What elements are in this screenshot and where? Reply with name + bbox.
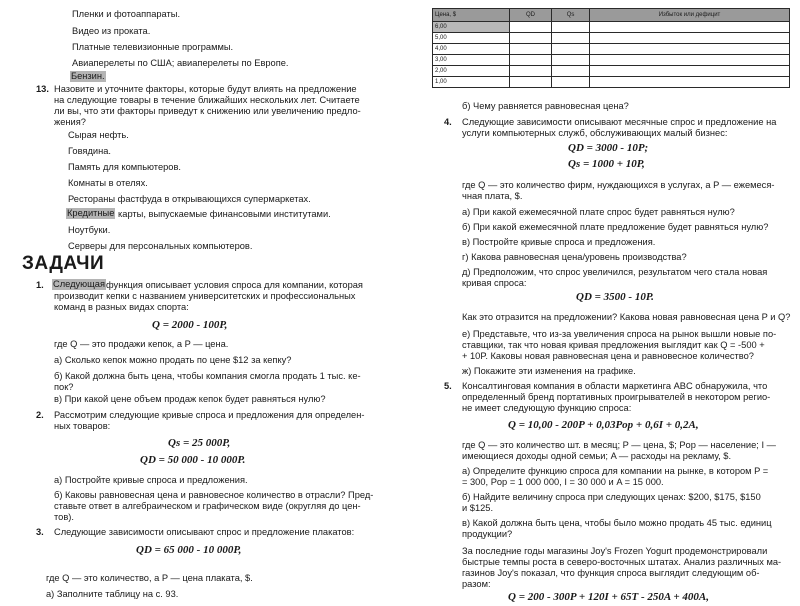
table-row bbox=[433, 44, 790, 55]
list-item: Платные телевизионные программы. bbox=[72, 42, 234, 52]
list-item: Сырая нефть. bbox=[68, 130, 129, 140]
credit-word: Кредитные bbox=[67, 208, 115, 218]
formula: QD = 3000 - 10P; bbox=[568, 142, 649, 154]
problem-text: производит кепки с названием университетских и профессиональных bbox=[54, 291, 356, 301]
definition-text: где Q — это количество шт. в месяц; P — цена, $; Pop — население; I — bbox=[462, 440, 776, 450]
problem-text: газинов Joy's показал, что функция спроса выглядит следующим об- bbox=[462, 568, 760, 578]
question-text: ли вы, что эти факторы приведут к снижению или увеличению предло- bbox=[54, 106, 361, 116]
list-item: карты, выпускаемые финансовыми институтами. bbox=[118, 209, 331, 219]
question-text: Назовите и уточните факторы, которые будут влиять на предложение bbox=[54, 84, 357, 94]
sub-question: тов). bbox=[54, 512, 74, 522]
sub-question: ж) Покажите эти изменения на графике. bbox=[462, 366, 636, 376]
sub-question: б) Чему равняется равновесная цена? bbox=[462, 101, 629, 111]
sub-question: кривая спроса: bbox=[462, 278, 527, 288]
problem-text: Следующие зависимости описывают месячные спрос и предложение на bbox=[462, 117, 777, 127]
problem-text: быстрые темпы роста в северо-восточных штатах. Анализ различных ма- bbox=[462, 557, 782, 567]
sub-question: пок? bbox=[54, 382, 74, 392]
table-row bbox=[433, 22, 790, 33]
problem-text: ных товаров: bbox=[54, 421, 111, 431]
sub-question: ставщики, так что новая кривая предложения выглядит как Q = -500 + bbox=[462, 340, 765, 350]
problem-text: разом: bbox=[462, 579, 491, 589]
problem-text: Как это отразится на предложении? Какова новая равновесная цена P и Q? bbox=[462, 312, 791, 322]
formula: QD = 65 000 - 10 000P, bbox=[136, 544, 242, 556]
highlight-word: Следующая bbox=[53, 279, 106, 289]
price-cell: 4,00 bbox=[433, 44, 510, 55]
sub-question: б) При какой ежемесячной плате предложение будет равняться нулю? bbox=[462, 222, 769, 232]
list-item: Видео из проката. bbox=[72, 26, 151, 36]
table-cell bbox=[510, 44, 552, 55]
definition-text: чная плата, $. bbox=[462, 191, 523, 201]
formula: Qs = 25 000P, bbox=[168, 437, 231, 449]
table-cell bbox=[590, 44, 790, 55]
problem-number: 4. bbox=[444, 117, 452, 127]
table-cell bbox=[510, 33, 552, 44]
sub-question: а) Определите функцию спроса для компании на рынке, в котором P = bbox=[462, 466, 769, 476]
formula: Q = 200 - 300P + 120I + 65T - 250A + 400A, bbox=[508, 591, 709, 603]
problem-text: определенный бренд портативных проигрывателей в некотором регио- bbox=[462, 392, 771, 402]
table-cell bbox=[510, 22, 552, 33]
formula: Q = 10,00 - 200P + 0,03Pop + 0,6I + 0,2A, bbox=[508, 419, 699, 431]
table-cell bbox=[552, 66, 590, 77]
list-item: Рестораны фастфуда в открывающихся супермаркетах. bbox=[68, 194, 311, 204]
sub-question: а) Постройте кривые спроса и предложения. bbox=[54, 475, 248, 485]
list-item: Ноутбуки. bbox=[68, 225, 111, 235]
section-heading: ЗАДАЧИ bbox=[22, 253, 105, 274]
price-cell: 5,00 bbox=[433, 33, 510, 44]
price-cell: 1,00 bbox=[433, 77, 510, 88]
table-header-row bbox=[433, 9, 790, 22]
definition-text: где Q — это продажи кепок, а P — цена. bbox=[54, 339, 229, 349]
problem-number: 1. bbox=[36, 280, 44, 290]
problem-number: 3. bbox=[36, 527, 44, 537]
problem-text: команд в разных видах спорта: bbox=[54, 302, 189, 312]
list-item: Серверы для персональных компьютеров. bbox=[68, 241, 253, 251]
table-cell bbox=[510, 77, 552, 88]
formula: Qs = 1000 + 10P, bbox=[568, 158, 645, 170]
sub-question: + 10P. Каковы новая равновесная цена и равновесное количество? bbox=[462, 351, 754, 361]
question-text: на следующие товары в течение ближайших нескольких лет. Считаете bbox=[54, 95, 360, 105]
list-item: Авиаперелеты по США; авиаперелеты по Европе. bbox=[72, 58, 289, 68]
definition-text: где Q — это количество фирм, нуждающихся в услугах, а P — ежемеся- bbox=[462, 180, 775, 190]
sub-question: а) При какой ежемесячной плате спрос будет равняться нулю? bbox=[462, 207, 735, 217]
problem-text: Следующие зависимости описывают спрос и предложение плакатов: bbox=[54, 527, 355, 537]
table-cell bbox=[552, 44, 590, 55]
list-item: Говядина. bbox=[68, 146, 111, 156]
problem-text: Консалтинговая компания в области маркетинга ABC обнаружила, что bbox=[462, 381, 768, 391]
table-cell bbox=[590, 77, 790, 88]
problem-number: 2. bbox=[36, 410, 44, 420]
table-cell bbox=[590, 66, 790, 77]
sub-question: а) Сколько кепок можно продать по цене $12 за кепку? bbox=[54, 355, 292, 365]
table-cell bbox=[510, 66, 552, 77]
table-cell bbox=[510, 55, 552, 66]
sub-question: и $125. bbox=[462, 503, 494, 513]
question-text: жения? bbox=[54, 117, 86, 127]
formula: QD = 50 000 - 10 000P. bbox=[140, 454, 246, 466]
table-cell bbox=[552, 33, 590, 44]
table-row bbox=[433, 66, 790, 77]
sub-question: а) Заполните таблицу на с. 93. bbox=[46, 589, 179, 599]
price-cell: 6,00 bbox=[433, 22, 510, 33]
sub-question: е) Представьте, что из-за увеличения спроса на рынок вышли новые по- bbox=[462, 329, 777, 339]
table-cell bbox=[552, 55, 590, 66]
list-item: Пленки и фотоаппараты. bbox=[72, 9, 181, 19]
problem-text: не имеет следующую функцию спроса: bbox=[462, 403, 632, 413]
definition-text: имеющиеся доходы одной семьи; A — расходы на рекламу, $. bbox=[462, 451, 732, 461]
list-item: Память для компьютеров. bbox=[68, 162, 181, 172]
column-header: Избыток или дефицит bbox=[590, 9, 790, 22]
list-item: Бензин. bbox=[71, 71, 105, 81]
sub-question: в) Постройте кривые спроса и предложения. bbox=[462, 237, 656, 247]
table-row bbox=[433, 33, 790, 44]
table-cell bbox=[590, 33, 790, 44]
formula: Q = 2000 - 100P, bbox=[152, 319, 228, 331]
definition-text: где Q — это количество, а P — цена плаката, $. bbox=[46, 573, 253, 583]
table-row bbox=[433, 77, 790, 88]
supply-demand-table bbox=[432, 8, 790, 88]
sub-question: ставьте ответ в алгебраическом и графическом виде (округляя до цен- bbox=[54, 501, 361, 511]
sub-question: б) Какой должна быть цена, чтобы компания смогла продать 1 тыс. ке- bbox=[54, 371, 361, 381]
column-header: Qs bbox=[552, 9, 590, 22]
problem-text: Рассмотрим следующие кривые спроса и предложения для определен- bbox=[54, 410, 365, 420]
column-header: Цена, $ bbox=[433, 9, 510, 22]
sub-question: б) Каковы равновесная цена и равновесное количество в отрасли? Пред- bbox=[54, 490, 374, 500]
sub-question: б) Найдите величину спроса при следующих ценах: $200, $175, $150 bbox=[462, 492, 761, 502]
table-cell bbox=[590, 55, 790, 66]
formula: QD = 3500 - 10P. bbox=[576, 291, 654, 303]
problem-text: услуги компьютерных служб, обслуживающих малый бизнес: bbox=[462, 128, 728, 138]
sub-question: в) Какой должна быть цена, чтобы было можно продать 45 тыс. единиц bbox=[462, 518, 772, 528]
table-cell bbox=[590, 22, 790, 33]
column-header: QD bbox=[510, 9, 552, 22]
table-row bbox=[433, 55, 790, 66]
sub-question: в) При какой цене объем продаж кепок будет равняться нулю? bbox=[54, 394, 326, 404]
problem-number: 5. bbox=[444, 381, 452, 391]
sub-question: г) Какова равновесная цена/уровень производства? bbox=[462, 252, 687, 262]
sub-question: д) Предположим, что спрос увеличился, результатом чего стала новая bbox=[462, 267, 768, 277]
price-cell: 3,00 bbox=[433, 55, 510, 66]
problem-text: За последние годы магазины Joy's Frozen Yogurt продемонстрировали bbox=[462, 546, 768, 556]
table-cell bbox=[552, 77, 590, 88]
sub-question: = 300, Pop = 1 000 000, I = 30 000 и A = 15 000. bbox=[462, 477, 664, 487]
list-item: Комнаты в отелях. bbox=[68, 178, 148, 188]
question-number: 13. bbox=[36, 84, 49, 94]
table-cell bbox=[552, 22, 590, 33]
price-cell: 2,00 bbox=[433, 66, 510, 77]
sub-question: продукции? bbox=[462, 529, 513, 539]
problem-text: функция описывает условия спроса для компании, которая bbox=[106, 280, 363, 290]
